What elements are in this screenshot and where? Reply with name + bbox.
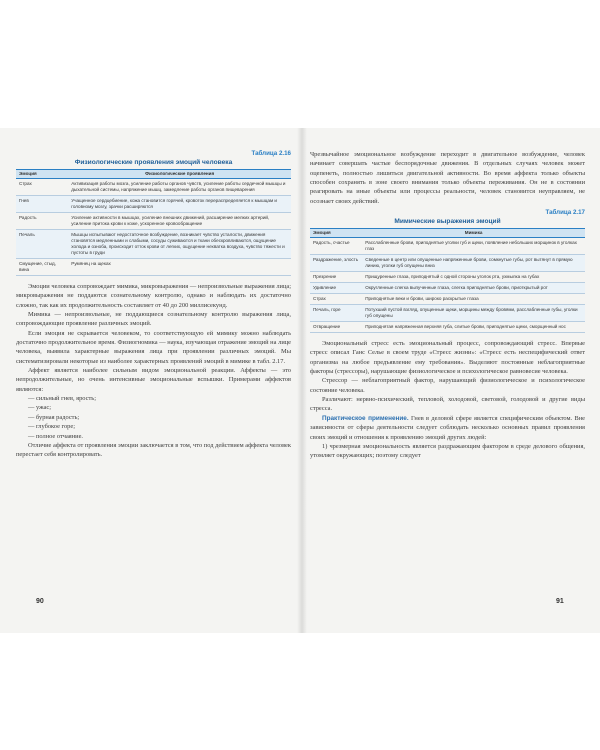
paragraph: Эмоции человека сопровождает мимика, микровыражения — непроизвольные выражения лица; микровыражения не поддаются сознательному контролю, однако и наблюдать их достаточно сложно, так как их продолжительность составляет от 40 до 200 миллисекунд. [16,283,291,309]
emotion-cell: Смущение, стыд, вина [16,259,68,276]
page-number: 91 [556,598,564,605]
table-row [310,255,585,272]
list-item: — глубокое горе; [28,423,75,431]
emotion-cell: Раздражение, злость [310,255,362,272]
emotion-cell: Печаль, горе [310,305,362,322]
table-row [310,322,585,333]
list-item: — сильный гнев, ярость; [28,395,96,403]
left-page [16,150,291,460]
table-header: Эмоция [310,229,362,238]
table-header: Мимика [362,229,585,238]
table-header: Эмоция [16,170,68,179]
manifestation-cell: Румянец на щеках [68,259,291,276]
list-item: — ужас; [28,404,51,412]
rule-item: 1) чрезмерная эмоциональность является раздражающим фактором в среде делового общения, утомляет окружающих; поэтому следует [310,442,585,460]
table-title: Физиологические проявления эмоций человека [74,159,233,166]
paragraph: Если эмоция не скрывается человеком, то соответствующую ей мимику можно наблюдать достаточно продолжительное время. Физиогномика — наука, изучающая отражение эмоций на лице человека, выявила характерные выражения лица при проявлении различных эмоций. Мы систематизировали некоторые из наиболее характерных проявлений эмоций в мимике в табл. 2.17. [16,329,291,365]
manifestation-cell: Усиление активности в мышцах, усиление внешних движений, расширение мелких артерий, усиление притока крови к коже, ускоренное кровообращение [68,213,291,230]
table-row [310,238,585,255]
emotion-cell: Удивление [310,283,362,294]
paragraph: Чрезвычайное эмоциональное возбуждение переходит в двигательное возбуждение, человек начинает совершать частые беспорядочные движения. В отдельных случаях человек может оцепенеть, полностью лишиться двигательной активности. Во время аффекта только объекты способен сохранять в зоне своего внимания только объекты переживания. Он не в состоянии реагировать на иные объекты или процессы реальности, человек становится неуправляем, не осознает своих действий. [310,151,585,205]
emotion-cell: Страх [16,179,68,196]
emotion-cell: Радость, счастье [310,238,362,255]
mimic-cell: Приподнятые веки и брови, широко раскрытые глаза [362,294,585,305]
list-item: — бурная радость; [28,413,80,421]
table-row [16,259,291,276]
practical-label: Практическое применение. [322,414,409,422]
paragraph: Эмоциональный стресс есть эмоциональный процесс, сопровождающий стресс. Впервые стресс описал Ганс Селье в своем труде «Стресс жизни»: «Стресс есть неспецифический ответ организма на любое предъявление ему требования». Выделяют постоянные неблагоприятные факторы (стрессоры), нарушающие физиологическое и психологическое равновесие человека. [310,340,585,376]
paragraph: Отличие аффекта от проявления эмоции заключается в том, что под действием аффекта человек перестает себя контролировать. [16,441,291,459]
table-caption: Таблица 2.16 [251,150,291,157]
emotion-cell: Печаль [16,230,68,259]
table-row [16,179,291,196]
mimic-cell: Сведенные в центр или опущенные напряженные брови, сомкнутые губы, рот вытянут в прямую линию, уголки губ опущены вниз [362,255,585,272]
physiology-table [16,169,291,276]
paragraph: Аффект является наиболее сильным видом эмоциональной реакции. Аффекты — это непродолжительные, но очень интенсивные эмоциональные вспышки. Примерами аффектов являются: [16,367,291,393]
table-row [310,294,585,305]
emotion-cell: Радость [16,213,68,230]
mimic-cell: Прищуренные глаза, приподнятый с одной стороны уголок рта, ухмылка на губах [362,272,585,283]
right-intro [310,150,585,206]
table-row [16,196,291,213]
table-row [16,213,291,230]
mimic-cell: Потухший пустой взгляд, опущенные щеки, морщины между бровями, расслабленные губы, уголки губ опущены [362,305,585,322]
practical-text: Гнев в деловой сфере является специфическим объектом. Вне зависимости от сферы деятельности следует соблюдать несколько основных правил проявления своих эмоций и отношения к проявлению эмоций других людей: [310,414,585,441]
mimic-cell: Расслабленные брови, приподнятые уголки губ и щеки, появление небольших морщинок в уголках глаз [362,238,585,255]
manifestation-cell: Активизация работы мозга, усиление работы органов чувств, усиление работы сердечной мышцы и дыхательной системы, напряжение мышц, замедление работы органов пищеварения [68,179,291,196]
right-page [310,150,585,461]
book-gutter [297,128,307,633]
table-row [310,283,585,294]
mimic-cell: Приподнятая напряженная верхняя губа, слитые брови, приподнятые щеки, сморщенный нос [362,322,585,333]
practical-paragraph [310,414,585,442]
right-body-text [310,339,585,460]
table-title: Мимические выражения эмоций [394,218,501,226]
table-caption: Таблица 2.17 [545,209,585,217]
paragraph: Различают: нервно-психический, тепловой, холодовой, световой, голодовой и другие виды стресса. [310,396,585,413]
emotion-cell: Отвращение [310,322,362,333]
page-number: 90 [36,598,44,605]
table-header: Физиологические проявления [68,170,291,179]
manifestation-cell: Учащенное сердцебиение, кожа становится горячей, кровоток перераспределяется к мышцам и головному мозгу, зрачки расширяются [68,196,291,213]
emotion-cell: Презрение [310,272,362,283]
emotion-cell: Страх [310,294,362,305]
table-row [310,305,585,322]
emotion-cell: Гнев [16,196,68,213]
manifestation-cell: Мышцы испытывают недостаточное возбуждение, возникает чувство усталости, движения становятся медленными и слабыми, сосуды суживаются и ткани обескровливаются, ощущение холода и озноба, происходит отток крови от легких, ощущение нехватка воздуха, чувство тяжести и пустоты в груди [68,230,291,259]
table-row [310,272,585,283]
left-body-text [16,282,291,460]
paragraph: Мимика — непроизвольные, не поддающиеся сознательному контролю выражения лица, сопровождающие проявление различных эмоций. [16,311,291,328]
mimic-cell: Округленные слегка выпученные глаза, слегка приподнятые брови, приоткрытый рот [362,283,585,294]
table-row [16,230,291,259]
mimic-table [310,228,585,333]
paragraph: Стрессор — неблагоприятный фактор, нарушающий физиологическое и психологическое состояние человека. [310,377,585,394]
list-item: — полное отчаяние. [28,432,84,440]
